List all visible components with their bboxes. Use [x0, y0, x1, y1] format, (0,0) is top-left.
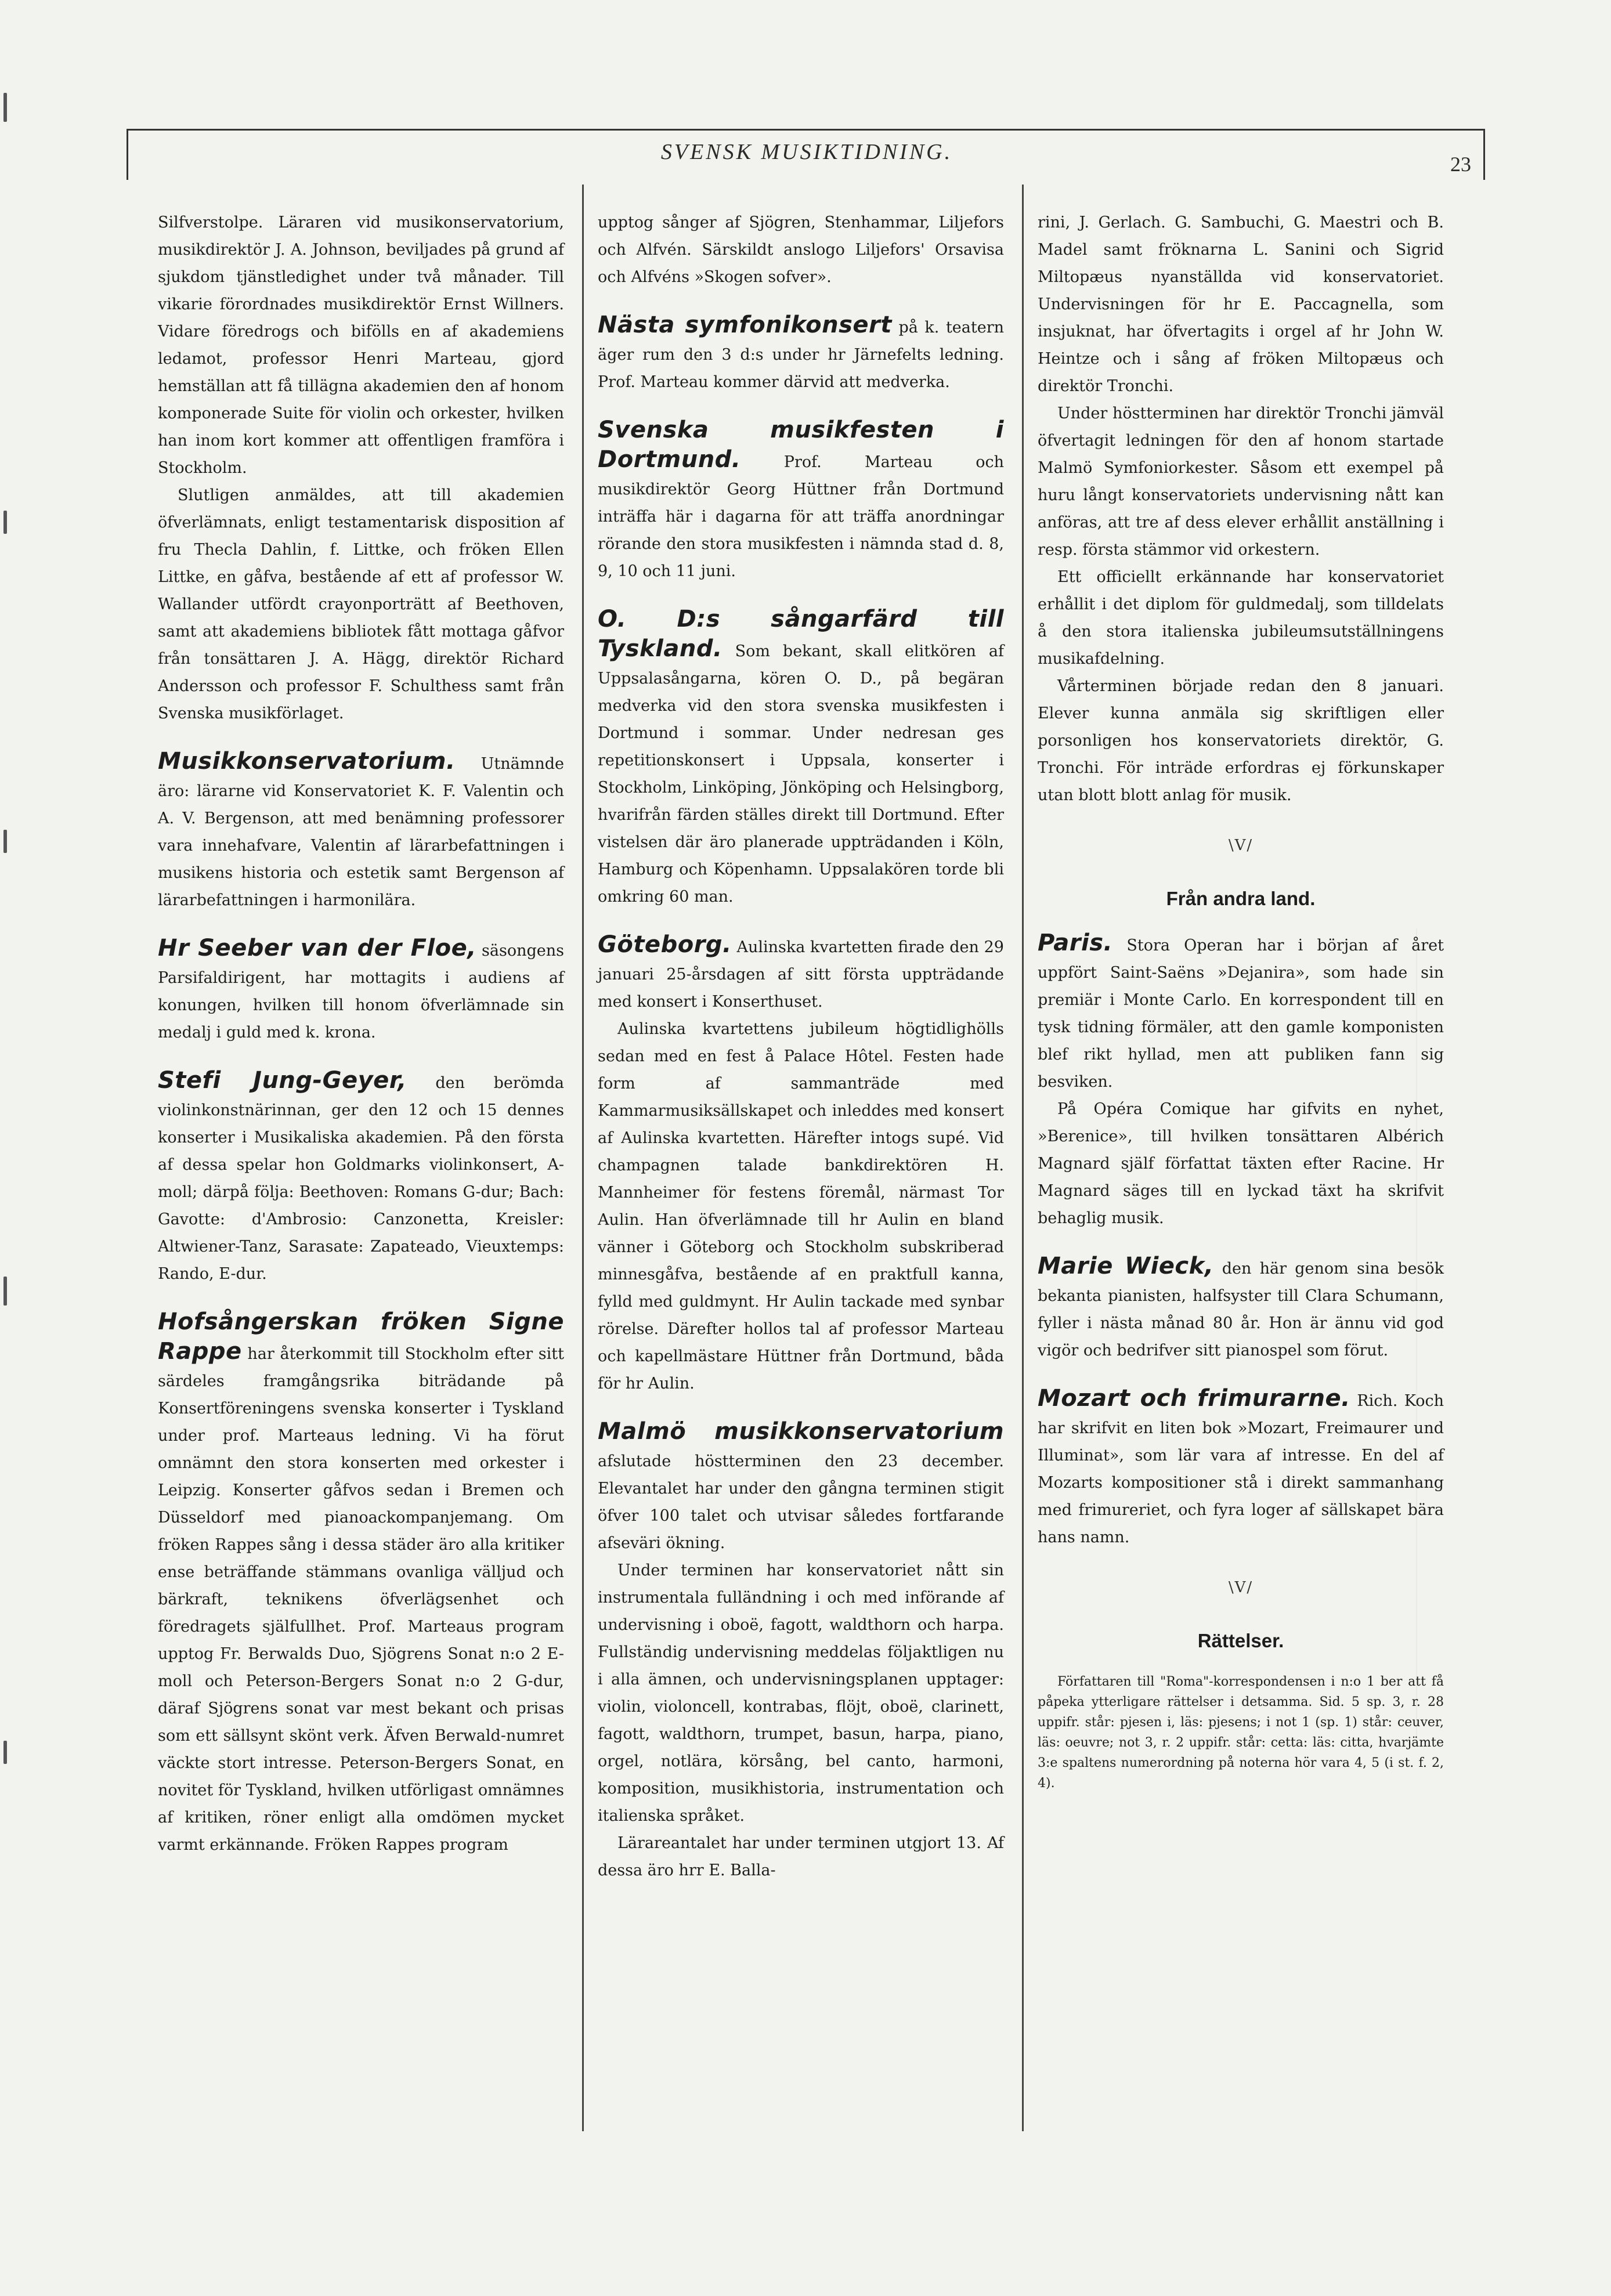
- column-3: [1038, 209, 1444, 1794]
- article-body: afslutade höstterminen den 23 december. Elevantalet har under den gångna terminen stigit öfver 100 talet och utvisar således fortfarande afseväri ökning.: [598, 1452, 1004, 1552]
- article-paragraph: Ett officiellt erkännande har konservatoriet erhållit i det diplom för guldmedalj, som tilldelats å den stora italienska jubileumsutställningens musikafdelning.: [1038, 568, 1444, 668]
- article-paris: [1038, 930, 1444, 1095]
- ornament-divider: \V/: [1228, 837, 1254, 854]
- page-number: 23: [1450, 153, 1471, 176]
- article-body: har återkommit till Stockholm efter sitt särdeles framgångsrika biträdande på Konsertföreningens svenska konserter i Tyskland under prof. Marteaus ledning. Vi ha förut omnämnt den stora konserten med orkester i Leipzig. Konserter gåfvos sedan i Bremen och Düsseldorf med pianoackompanjemang. Om fröken Rappes sång i dessa städer äro alla kritiker ense beträffande stämmans ovanliga välljud och bärkraft, teknikens öfverlägsenhet och föredragets själfullhet. Prof. Marteaus program upptog Fr. Berwalds Duo, Sjögrens Sonat n:o 2 E-moll och Peterson-Bergers Sonat n:o 2 G-dur, däraf Sjögrens sonat var mest bekant och prisas som ett sällsynt skönt verk. Äfven Berwald-numret väckte stort intresse. Peterson-Bergers Sonat, en novitet för Tyskland, hvilken utförligast omnämnes af kritiken, röner enligt alla omdömen mycket varmt erkännande. Fröken Rappes program: [158, 1345, 564, 1854]
- binding-mark: [3, 1741, 7, 1764]
- article-headline: Svenska musikfesten i Dortmund.: [598, 417, 1004, 473]
- article-symfonikonsert: [598, 312, 1004, 396]
- article-body: Utnämnde äro: lärarne vid Konservatoriet K. F. Valentin och A. V. Bergenson, att med benämning professorer vara innehafvare, Valentin af lärarbefattningen i musikens historia och estetik samt Bergenson af lärarbefattningen i harmonilära.: [158, 755, 564, 909]
- article-paragraph: Lärareantalet har under terminen utgjort 13. Af dessa äro hrr E. Balla-: [598, 1834, 1004, 1879]
- article-jung-geyer: [158, 1067, 564, 1288]
- article-od-sangarfard: [598, 606, 1004, 910]
- article-body: Stora Operan har i början af året uppfört Saint-Saëns »Dejanira», som hade sin premiär i Monte Carlo. En korrespondent till en tysk tidning förmäler, att den gamle komponisten blef rikt hyllad, men att publiken fann sig besviken.: [1038, 937, 1444, 1091]
- article-headline: Hr Seeber van der Floe,: [158, 935, 476, 961]
- section-title: Rättelser.: [1197, 1630, 1284, 1651]
- article-headline: Nästa symfonikonsert: [598, 312, 892, 338]
- header-rule-right: [1483, 129, 1485, 180]
- article-paragraph: På Opéra Comique har gifvits en nyhet, »Berenice», till hvilken tonsättaren Albérich Magnard själf författat täxten efter Racine. Hr Magnard säges till en lyckad täxt ha skrifvit behaglig musik.: [1038, 1100, 1444, 1227]
- article-body: på k. teatern äger rum den 3 d:s under hr Järnefelts ledning. Prof. Marteau kommer därvid att medverka.: [598, 319, 1005, 391]
- binding-mark: [3, 511, 7, 534]
- article-paragraph: upptog sånger af Sjögren, Stenhammar, Liljefors och Alfvén. Särskildt anslogo Liljefors' Orsavisa och Alfvéns »Skogen sofver».: [598, 214, 1004, 286]
- article-musikkonservatorium: [158, 748, 564, 914]
- article-marie-wieck: [1038, 1253, 1444, 1364]
- article-headline: Paris.: [1038, 930, 1113, 956]
- article-paragraph: Silfverstolpe. Läraren vid musikonservatorium, musikdirektör J. A. Johnson, beviljades på grund af sjukdom tjänstledighet under två månader. Till vikarie förordnades musikdirektör Ernst Willners. Vidare föredrogs och bifölls en af akademiens ledamot, professor Henri Marteau, gjord hemställan att få tillägna akademien den af honom komponerade Suite för violin och orkester, hvilken han inom kort kommer att offentligen framföra i Stockholm.: [158, 214, 564, 477]
- article-dortmund: [598, 417, 1004, 585]
- article-mozart: [1038, 1385, 1444, 1551]
- article-body: Som bekant, skall elitkören af Uppsalasångarna, kören O. D., på begäran medverka vid den stora svenska musikfesten i Dortmund i sommar. Under nedresan ges repetitionskonsert i Uppsala, konserter i Stockholm, Linköping, Jönköping och Helsingborg, hvarifrån färden ställes direkt till Dortmund. Efter vistelsen där äro planerade uppträdanden i Köln, Hamburg och Köpenhamn. Uppsalakören torde bli omkring 60 man.: [598, 642, 1004, 906]
- article-headline: Marie Wieck,: [1038, 1253, 1214, 1279]
- article-paragraph: Vårterminen började redan den 8 januari. Elever kunna anmäla sig skriftligen eller porsonligen hos konservatoriets direktör, G. Tronchi. För inträde erfordras ej förkunskaper utan blott blott anlag för musik.: [1038, 677, 1444, 804]
- article-malmo: [598, 1418, 1004, 1557]
- binding-mark: [3, 93, 7, 122]
- column-1: [158, 209, 564, 1859]
- column-2: [598, 209, 1004, 1884]
- article-headline: Göteborg.: [598, 931, 732, 958]
- article-headline: Hofsångerskan fröken Signe Rappe: [158, 1308, 564, 1365]
- article-paragraph: Under terminen har konservatoriet nått sin instrumentala fulländning i och med införande af undervisning i oboë, fagott, waldthorn och harpa. Fullständig undervisning meddelas följaktligen nu i alla ämnen, och undervisningsplanen upptager: violin, violoncell, kontrabas, flöjt, oboë, clarinett, fagott, waldthorn, trumpet, basun, harpa, piano, orgel, notlära, körsång, bel canto, harmoni, komposition, musikhistoria, instrumentation och italienska språket.: [598, 1561, 1004, 1825]
- header-rule: [127, 129, 1484, 131]
- corrections-paragraph: Författaren till "Roma"-korrespondensen i n:o 1 ber att få påpeka ytterligare rättelser i detsamma. Sid. 5 sp. 3, r. 28 uppifr. står: pjesen i, läs: pjesens; i not 1 (sp. 1) står: ceuver, läs: oeuvre; not 3, r. 2 uppifr. står: cetta: läs: citta, hvarjämte 3:e spaltens numerordning på noterna hör vara 4, 5 (i st. f. 2, 4).: [1038, 1675, 1444, 1791]
- article-body: säsongens Parsifaldirigent, har mottagits i audiens af konungen, hvilken till honom öfverlämnade sin medalj i guld med k. krona.: [158, 942, 564, 1042]
- ornament-divider: \V/: [1228, 1579, 1254, 1596]
- running-head: SVENSK MUSIKTIDNING.: [660, 140, 953, 164]
- article-body: Rich. Koch har skrifvit en liten bok »Mozart, Freimaurer und Illuminat», som lär vara af intresse. En del af Mozarts kompositioner stå i direkt sammanhang med frimureriet, och fyra loger af sällskapet bära hans namn.: [1038, 1392, 1444, 1546]
- article-paragraph: Slutligen anmäldes, att till akademien öfverlämnats, enligt testamentarisk disposition af fru Thecla Dahlin, f. Littke, och fröken Ellen Littke, en gåfva, bestående af ett af professor W. Wallander utfördt crayonporträtt af Beethoven, samt att akademiens bibliotek fått mottaga gåfvor från tonsättaren J. A. Hägg, direktör Richard Andersson och professor F. Schulthess samt från Svenska musikförlaget.: [158, 486, 564, 722]
- article-body: den här genom sina besök bekanta pianisten, halfsyster till Clara Schumann, fyller i nästa månad 80 år. Hon är ännu vid god vigör och bedrifver sitt pianospel som förut.: [1038, 1260, 1444, 1359]
- article-goteborg: [598, 931, 1004, 1015]
- article-paragraph: Aulinska kvartettens jubileum högtidlighölls sedan med en fest å Palace Hôtel. Festen hade form af sammanträde med Kammarmusiksällskapet och inleddes med konsert af Aulinska kvartetten. Härefter intogs supé. Vid champagnen talade bankdirektören H. Mannheimer för festens föremål, närmast Tor Aulin. Han öfverlämnade till hr Aulin en bland vänner i Göteborg och Stockholm subskriberad minnesgåfva, bestående af en praktfull kanna, fylld med guldmynt. Hr Aulin tackade med synbar rörelse. Därefter hollos tal af professor Marteau och kapellmästare Hüttner från Dortmund, båda för hr Aulin.: [598, 1020, 1004, 1393]
- binding-mark: [3, 1277, 7, 1306]
- article-headline: O. D:s sångarfärd till Tyskland.: [598, 606, 1004, 662]
- column-rule: [582, 185, 584, 2131]
- article-body: den berömda violinkonstnärinnan, ger den 12 och 15 dennes konserter i Musikaliska akademien. På den första af dessa spelar hon Goldmarks violinkonsert, A-moll; därpå följa: Beethoven: Romans G-dur; Bach: Gavotte: d'Ambrosio: Canzonetta, Kreisler: Altwiener-Tanz, Sarasate: Zapateado, Vieuxtemps: Rando, E-dur.: [158, 1074, 564, 1283]
- article-rappe: [158, 1308, 564, 1859]
- article-paragraph: rini, J. Gerlach. G. Sambuchi, G. Maestri och B. Madel samt fröknarna L. Sanini och Sigrid Miltopæus nyanställda vid konservatoriet. Undervisningen för hr E. Paccagnella, som insjuknat, har öfvertagits i orgel af hr John W. Heintze och i sång af fröken Miltopæus och direktör Tronchi.: [1038, 214, 1444, 395]
- article-headline: Mozart och frimurarne.: [1038, 1385, 1350, 1412]
- column-rule: [1022, 185, 1024, 2131]
- article-body: Aulinska kvartetten firade den 29 januari 25-årsdagen af sitt första uppträdande med konsert i Konserthuset.: [598, 938, 1004, 1011]
- article-headline: Malmö musikkonservatorium: [598, 1418, 1004, 1445]
- article-seeber: [158, 935, 564, 1046]
- article-headline: Stefi Jung-Geyer,: [158, 1067, 407, 1094]
- header-rule-left: [127, 129, 128, 180]
- article-body: Prof. Marteau och musikdirektör Georg Hüttner från Dortmund inträffa här i dagarna för att träffa anordningar rörande den stora musikfesten i nämnda stad d. 8, 9, 10 och 11 juni.: [598, 453, 1004, 580]
- binding-mark: [3, 830, 7, 853]
- article-paragraph: Under höstterminen har direktör Tronchi jämväl öfvertagit ledningen för den af honom startade Malmö Symfoniorkester. Såsom ett exempel på huru långt konservatoriets undervisning nått kan anföras, att tre af dess elever erhållit anställning i resp. första stämmor vid orkestern.: [1038, 404, 1444, 559]
- section-title: Från andra land.: [1166, 888, 1316, 909]
- article-headline: Musikkonservatorium.: [158, 748, 456, 775]
